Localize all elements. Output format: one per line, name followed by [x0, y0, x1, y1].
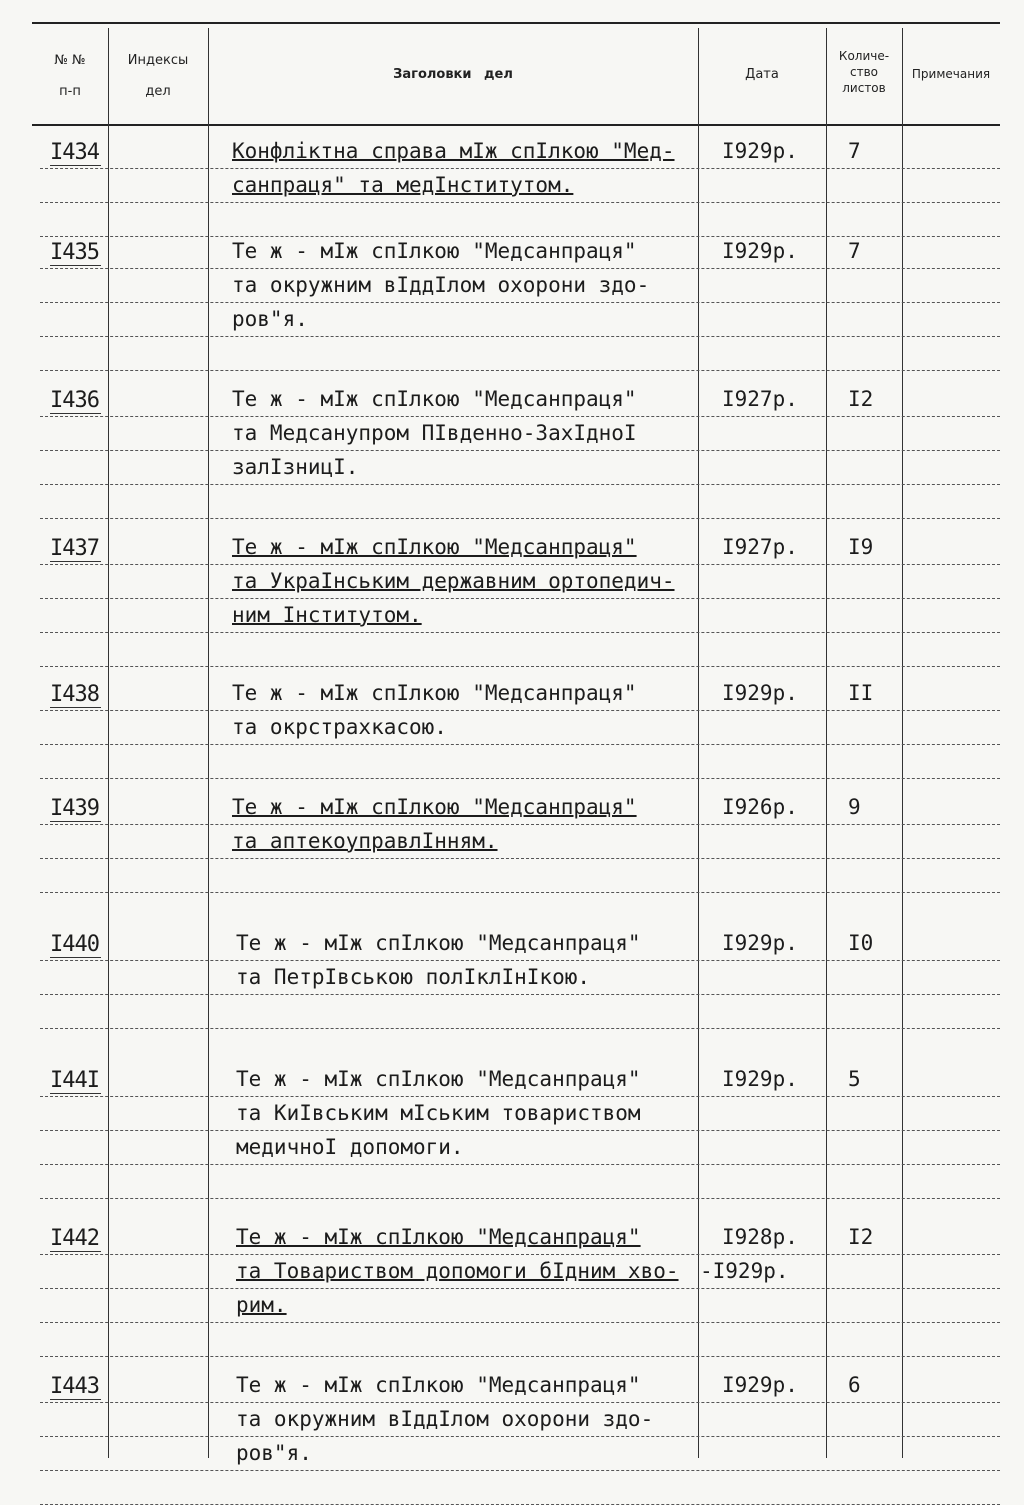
record-date: I929р. [722, 931, 798, 955]
record-date: I929р. [722, 681, 798, 705]
ruled-line [40, 858, 1000, 859]
record-title-line: та аптекоуправлIнням. [232, 829, 498, 853]
col-divider-5 [902, 28, 903, 1458]
record-number: I442 [50, 1226, 99, 1251]
ruled-line [40, 1164, 1000, 1165]
record-sheet-count: I2 [848, 387, 874, 411]
record-sheet-count: I9 [848, 535, 874, 559]
header-title: Заголовки дел [393, 67, 513, 82]
record-number: I434 [50, 140, 99, 165]
record-date: -I929р. [700, 1259, 789, 1283]
ruled-line [40, 666, 1000, 667]
col-divider-3 [698, 28, 699, 1458]
col-divider-4 [826, 28, 827, 1458]
record-date: I929р. [722, 139, 798, 163]
record-sheet-count: II [848, 681, 874, 705]
record-title-line: Те ж - мIж спIлкою "Медсанпраця" [232, 535, 637, 559]
record-title-line: та окружним вIддIлом охорони здо- [232, 273, 650, 297]
record-sheet-count: 9 [848, 795, 861, 819]
record-title-line: та ПетрIвською полIклIнIкою. [236, 965, 591, 989]
record-sheet-count: 6 [848, 1373, 861, 1397]
ruled-line [40, 450, 1000, 451]
ruled-line [40, 1356, 1000, 1357]
record-title-line: ним Iнститутом. [232, 603, 422, 627]
ruled-line [40, 168, 1000, 169]
ruled-line [40, 744, 1000, 745]
ruled-line [40, 268, 1000, 269]
record-number: I443 [50, 1374, 99, 1399]
ruled-line [40, 336, 1000, 337]
record-title-line: Те ж - мIж спIлкою "Медсанпраця" [232, 681, 637, 705]
ruled-line [40, 1028, 1000, 1029]
record-number: I435 [50, 240, 99, 265]
ruled-line [40, 1402, 1000, 1403]
ruled-line [40, 416, 1000, 417]
record-number: I44I [50, 1068, 99, 1093]
record-date: I929р. [722, 1373, 798, 1397]
header-date: Дата [745, 67, 779, 82]
record-title-line: Те ж - мIж спIлкою "Медсанпраця" [232, 795, 637, 819]
ruled-line [40, 518, 1000, 519]
record-title-line: санпраця" та медIнститутом. [232, 173, 574, 197]
record-sheet-count: 7 [848, 139, 861, 163]
record-sheet-count: I2 [848, 1225, 874, 1249]
record-date: I927р. [722, 387, 798, 411]
ruled-line [40, 824, 1000, 825]
record-title-line: та Товариством допомоги бIдним хво- [236, 1259, 679, 1283]
record-number: I438 [50, 682, 99, 707]
record-title-line: залIзницI. [232, 455, 359, 479]
record-title-line: Те ж - мIж спIлкою "Медсанпраця" [232, 387, 637, 411]
record-number: I439 [50, 796, 99, 821]
ruled-line [40, 598, 1000, 599]
ruled-line [40, 710, 1000, 711]
col-divider-2 [208, 28, 209, 1458]
ruled-line [40, 1198, 1000, 1199]
record-title-line: Те ж - мIж спIлкою "Медсанпраця" [236, 1225, 641, 1249]
record-date: I926р. [722, 795, 798, 819]
record-title-line: Конфлiктна справа мIж спIлкою "Мед- [232, 139, 675, 163]
record-date: I929р. [722, 239, 798, 263]
ruled-line [40, 370, 1000, 371]
record-title-line: медичноI допомоги. [236, 1135, 464, 1159]
header-top-rule [32, 22, 1000, 24]
record-date: I927р. [722, 535, 798, 559]
record-number: I437 [50, 536, 99, 561]
ruled-line [40, 202, 1000, 203]
ruled-line [40, 1470, 1000, 1471]
record-title-line: та УкраIнським державним ортопедич- [232, 569, 675, 593]
ruled-line [40, 960, 1000, 961]
ruled-line [40, 1322, 1000, 1323]
ruled-line [40, 564, 1000, 565]
header-index: Индексы дел [127, 53, 189, 99]
header-count: Количе- ство листов [838, 49, 890, 95]
header-bottom-rule [32, 124, 1000, 126]
header-notes: Примечания [911, 67, 991, 81]
record-title-line: та окрстрахкасою. [232, 715, 447, 739]
ruled-line [40, 778, 1000, 779]
record-date: I929р. [722, 1067, 798, 1091]
ruled-line [40, 302, 1000, 303]
record-title-line: та КиIвським мIським товариством [236, 1101, 641, 1125]
record-sheet-count: I0 [848, 931, 874, 955]
record-date: I928р. [722, 1225, 798, 1249]
ruled-line [40, 484, 1000, 485]
ruled-line [40, 632, 1000, 633]
ruled-line [40, 994, 1000, 995]
record-title-line: Те ж - мIж спIлкою "Медсанпраця" [236, 1373, 641, 1397]
record-title-line: Те ж - мIж спIлкою "Медсанпраця" [232, 239, 637, 263]
record-title-line: Те ж - мIж спIлкою "Медсанпраця" [236, 931, 641, 955]
record-number: I436 [50, 388, 99, 413]
record-title-line: рим. [236, 1293, 287, 1317]
ruled-line [40, 1096, 1000, 1097]
record-sheet-count: 7 [848, 239, 861, 263]
record-title-line: та окружним вIддIлом охорони здо- [236, 1407, 654, 1431]
record-number: I440 [50, 932, 99, 957]
ruled-line [40, 1288, 1000, 1289]
col-divider-1 [108, 28, 109, 1458]
record-title-line: та Медсанупром ПIвденно-ЗахIдноI [232, 421, 637, 445]
record-title-line: ров"я. [232, 307, 308, 331]
header-num: № № п-п [54, 53, 86, 99]
ruled-line [40, 1254, 1000, 1255]
record-sheet-count: 5 [848, 1067, 861, 1091]
record-title-line: ров"я. [236, 1441, 312, 1465]
ruled-line [40, 1436, 1000, 1437]
ruled-line [40, 892, 1000, 893]
ruled-line [40, 1130, 1000, 1131]
record-title-line: Те ж - мIж спIлкою "Медсанпраця" [236, 1067, 641, 1091]
